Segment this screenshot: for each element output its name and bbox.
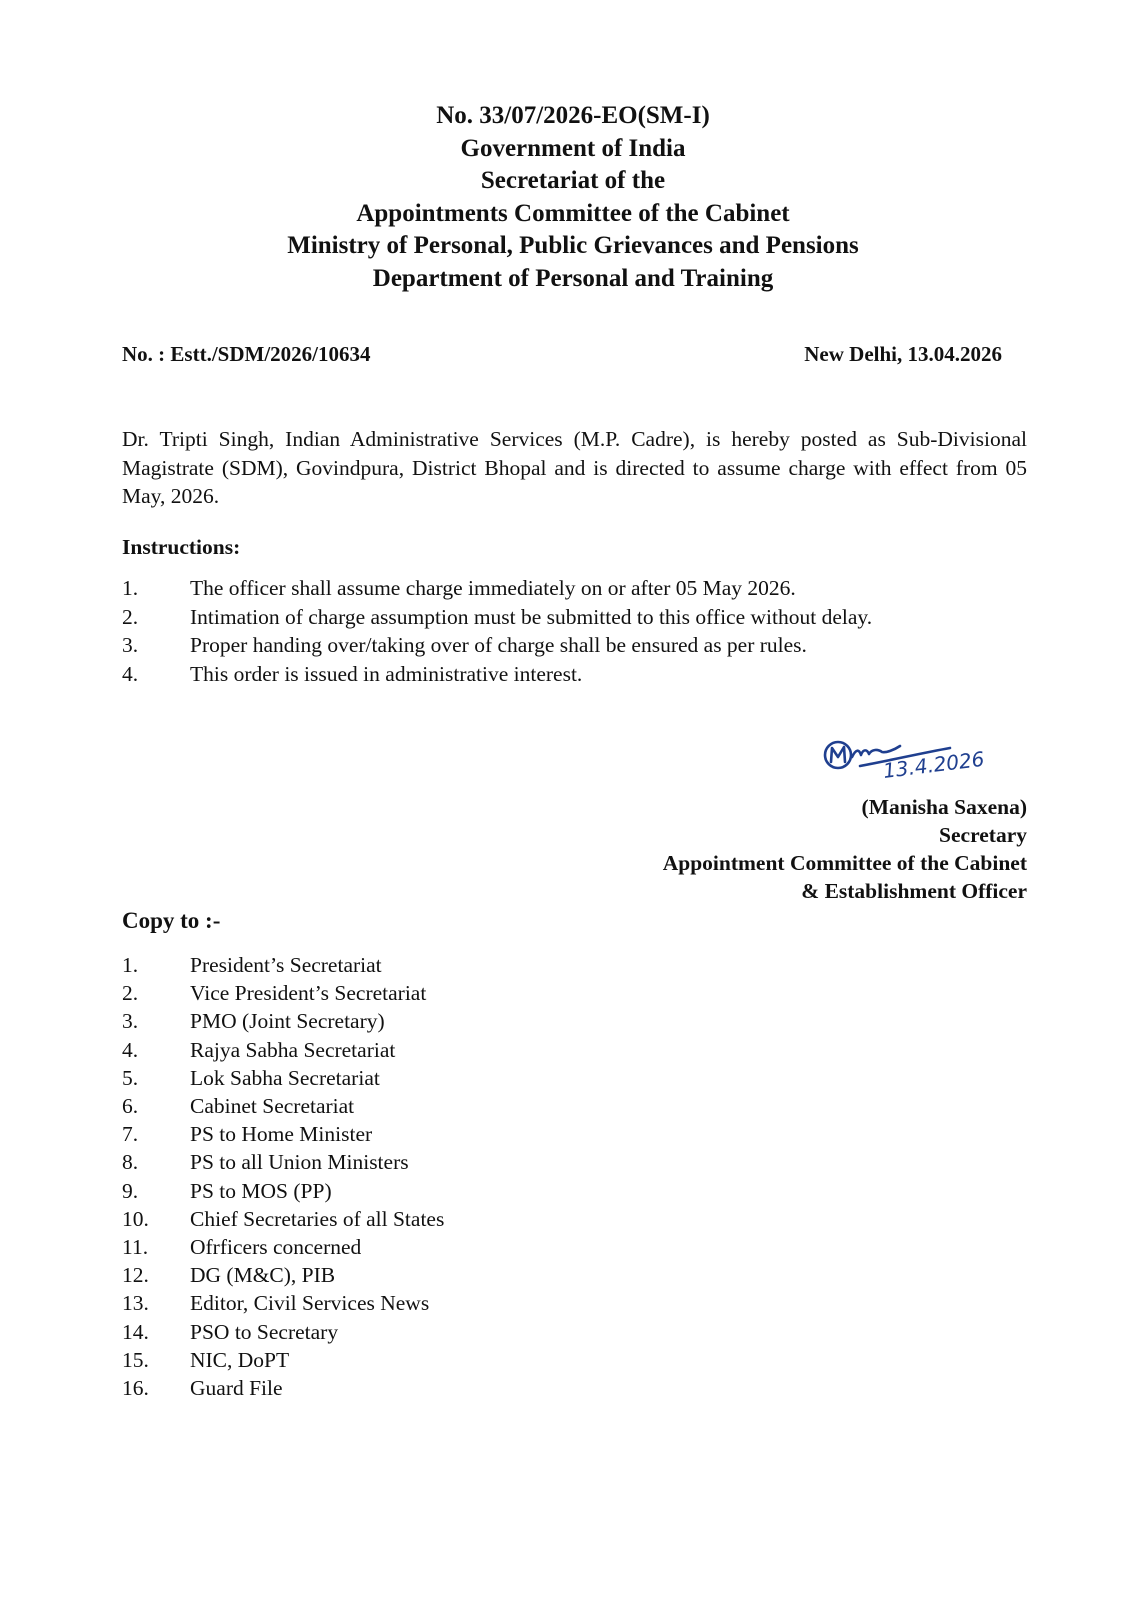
item-text: Editor, Civil Services News (190, 1291, 430, 1316)
instructions-list (122, 574, 872, 689)
item-text: NIC, DoPT (190, 1347, 290, 1372)
copy-to-item (122, 1318, 444, 1346)
place-and-date: New Delhi, 13.04.2026 (804, 342, 1002, 366)
signatory-designation: Secretary (939, 823, 1027, 847)
signatory-name: (Manisha Saxena) (861, 795, 1027, 819)
item-text: PSO to Secretary (190, 1319, 339, 1344)
item-text: DG (M&C), PIB (190, 1263, 336, 1288)
item-number: 2. (122, 981, 139, 1006)
signature-date: 13.4.2026 (881, 746, 986, 783)
item-text: PS to Home Minister (190, 1122, 373, 1147)
item-number: 7. (122, 1122, 139, 1147)
signatory-block (663, 793, 1027, 905)
copy-to-item (122, 1092, 444, 1120)
secretariat-line: Secretariat of the (480, 167, 666, 195)
item-text: Cabinet Secretariat (190, 1094, 355, 1119)
item-text: This order is issued in administrative interest. (190, 662, 583, 687)
signatory-office-line-2: & Establishment Officer (801, 879, 1027, 903)
committee-line: Appointments Committee of the Cabinet (356, 199, 790, 227)
order-number: No. : Estt./SDM/2026/10634 (122, 342, 371, 366)
copy-to-heading: Copy to :- (122, 908, 221, 933)
signatory-office-line-1: Appointment Committee of the Cabinet (662, 851, 1027, 875)
copy-to-item (122, 951, 444, 979)
item-text: PS to MOS (PP) (190, 1178, 332, 1203)
instruction-item (122, 631, 872, 660)
copy-to-item (122, 1205, 444, 1233)
copy-to-item (122, 1346, 444, 1374)
item-text: Rajya Sabha Secretariat (190, 1037, 396, 1062)
item-number: 9. (122, 1178, 139, 1203)
item-number: 5. (122, 1065, 139, 1090)
instructions-heading: Instructions: (122, 535, 241, 559)
item-text: Chief Secretaries of all States (190, 1206, 445, 1231)
department-line: Department of Personal and Training (372, 264, 774, 292)
item-number: 1. (122, 953, 139, 977)
item-text: President’s Secretariat (190, 953, 382, 977)
instruction-item (122, 603, 872, 632)
copy-to-list (122, 951, 444, 1402)
item-number: 4. (122, 1037, 139, 1062)
item-number: 6. (122, 1094, 139, 1119)
item-number: 11. (122, 1235, 149, 1260)
signature-graphic (812, 722, 1028, 784)
copy-to-item (122, 1007, 444, 1035)
item-number: 3. (122, 633, 139, 658)
file-number: No. 33/07/2026-EO(SM-I) (436, 102, 710, 129)
document-header (0, 100, 1146, 296)
item-text: Intimation of charge assumption must be submitted to this office without delay. (190, 604, 873, 629)
item-text: The officer shall assume charge immediately on or after 05 May 2026. (190, 576, 796, 600)
ministry-line: Ministry of Personal, Public Grievances and Pensions (287, 232, 859, 260)
copy-to-item (122, 1261, 444, 1289)
instruction-item (122, 574, 872, 603)
item-number: 8. (122, 1150, 139, 1175)
copy-to-item (122, 1064, 444, 1092)
copy-to-item (122, 1233, 444, 1261)
instruction-item (122, 660, 872, 689)
item-text: PS to all Union Ministers (190, 1150, 409, 1175)
copy-to-item (122, 1120, 444, 1148)
item-number: 14. (122, 1319, 149, 1344)
item-number: 16. (122, 1376, 149, 1401)
copy-to-item (122, 979, 444, 1007)
copy-to-item (122, 1148, 444, 1176)
item-number: 2. (122, 604, 139, 629)
copy-to-item (122, 1289, 444, 1317)
copy-to-item (122, 1036, 444, 1064)
item-text: Ofrficers concerned (190, 1235, 362, 1260)
item-number: 1. (122, 576, 139, 600)
item-text: Guard File (190, 1376, 283, 1401)
item-number: 13. (122, 1291, 149, 1316)
item-text: Proper handing over/taking over of charge shall be ensured as per rules. (190, 633, 807, 658)
item-number: 12. (122, 1263, 149, 1288)
item-text: PMO (Joint Secretary) (190, 1009, 385, 1034)
item-number: 10. (122, 1206, 149, 1231)
item-text: Lok Sabha Secretariat (190, 1065, 380, 1090)
government-line: Government of India (460, 134, 686, 162)
item-number: 3. (122, 1009, 139, 1034)
order-paragraph: Dr. Tripti Singh, Indian Administrative Services (M.P. Cadre), is hereby posted as Sub-Divisional Magistrate (SDM), Govindpura, District Bhopal and is directed to assume charge with effect from 05 May, 2026. (122, 427, 1027, 508)
copy-to-item (122, 1177, 444, 1205)
item-number: 15. (122, 1347, 149, 1372)
handwritten-signature (812, 722, 1028, 784)
item-number: 4. (122, 662, 139, 687)
item-text: Vice President’s Secretariat (190, 981, 427, 1006)
copy-to-item (122, 1374, 444, 1402)
